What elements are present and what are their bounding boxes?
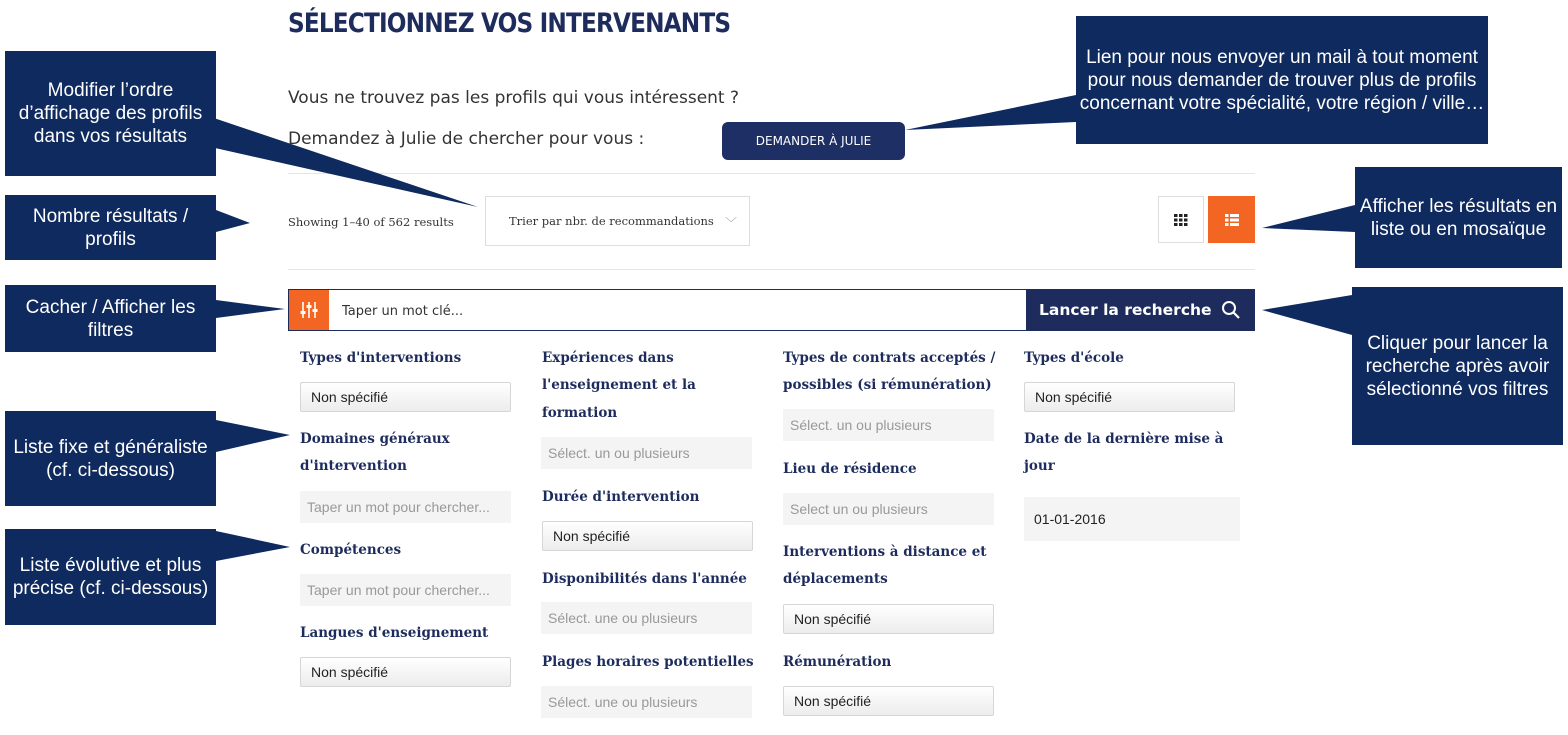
filter-label-residence: Lieu de résidence <box>783 461 917 477</box>
types-ecole-select[interactable]: Non spécifié <box>1024 382 1235 412</box>
callout-results-count: Nombre résultats / profils <box>5 195 216 260</box>
pointer-cacher <box>216 300 285 318</box>
pointer-liste-fixe <box>216 420 290 452</box>
filter-label-remuneration: Rémunération <box>783 654 892 670</box>
intro-question: Vous ne trouvez pas les profils qui vous intéressent ? <box>288 88 740 108</box>
callout-launch-search: Cliquer pour lancer la recherche après avoir sélectionné vos filtres <box>1352 287 1563 445</box>
filter-label-contrats-line2: possibles (si rémunération) <box>783 377 992 393</box>
filter-label-types-interventions: Types d'interventions <box>300 350 462 366</box>
callout-view-mode: Afficher les résultats en liste ou en mosaïque <box>1355 167 1562 268</box>
sort-selected-label: Trier par nbr. de recommandations <box>509 214 714 228</box>
callout-sort-order: Modifier l’ordre d’affichage des profils dans vos résultats <box>5 51 216 176</box>
duree-select[interactable]: Non spécifié <box>542 521 753 551</box>
callout-fixed-list: Liste fixe et généraliste (cf. ci-dessous) <box>5 411 216 506</box>
chevron-down-icon: ﹀ <box>724 216 737 230</box>
pointer-afficher <box>1262 205 1355 232</box>
pointer-nombre <box>216 210 250 232</box>
disponibilites-select[interactable]: Sélect. une ou plusieurs <box>541 602 752 634</box>
filter-label-contrats: Types de contrats acceptés / <box>783 350 996 366</box>
pointer-liste-evolutive <box>216 531 290 561</box>
date-field[interactable]: 01-01-2016 <box>1024 497 1240 541</box>
filter-label-date-line2: jour <box>1024 458 1055 474</box>
filter-label-duree: Durée d'intervention <box>542 489 700 505</box>
filter-label-date: Date de la dernière mise à <box>1024 431 1224 447</box>
filter-label-distance-line2: déplacements <box>783 571 888 587</box>
filter-label-competences: Compétences <box>300 542 402 558</box>
plages-select[interactable]: Sélect. une ou plusieurs <box>541 686 752 718</box>
filter-label-distance: Interventions à distance et <box>783 544 987 560</box>
filter-label-domaines-line2: d'intervention <box>300 458 407 474</box>
competences-search-field[interactable]: Taper un mot pour chercher... <box>300 574 511 606</box>
residence-select[interactable]: Select un ou plusieurs <box>783 493 994 525</box>
distance-select[interactable]: Non spécifié <box>783 604 994 634</box>
contrats-select[interactable]: Sélect. un ou plusieurs <box>783 409 994 441</box>
intro-ask-julie: Demandez à Julie de chercher pour vous : <box>288 129 645 149</box>
filter-label-domaines: Domaines généraux <box>300 431 450 447</box>
ask-julie-button[interactable]: DEMANDER À JULIE <box>722 122 905 160</box>
filter-label-experiences-line2: l'enseignement et la <box>542 377 696 393</box>
page-title: SÉLECTIONNEZ VOS INTERVENANTS <box>288 8 731 39</box>
search-button-label: Lancer la recherche <box>1039 301 1212 319</box>
langues-select[interactable]: Non spécifié <box>300 657 511 687</box>
pointer-ordre <box>196 112 478 207</box>
callout-evolving-list: Liste évolutive et plus précise (cf. ci-dessous) <box>5 529 216 625</box>
filter-label-experiences-line3: formation <box>542 405 618 421</box>
filter-label-plages: Plages horaires potentielles <box>542 654 754 670</box>
filter-label-disponibilites: Disponibilités dans l'année <box>542 571 747 587</box>
domaines-search-field[interactable]: Taper un mot pour chercher... <box>300 491 511 523</box>
filter-label-langues: Langues d'enseignement <box>300 625 489 641</box>
types-interventions-select[interactable]: Non spécifié <box>300 382 511 412</box>
callout-mail-link: Lien pour nous envoyer un mail à tout moment pour nous demander de trouver plus de profils concernant votre spécialité, votre région / ville… <box>1076 16 1488 144</box>
experiences-select[interactable]: Sélect. un ou plusieurs <box>541 437 752 469</box>
remuneration-select[interactable]: Non spécifié <box>783 686 994 716</box>
pointer-lien <box>905 95 1076 130</box>
results-count: Showing 1–40 of 562 results <box>288 215 454 229</box>
callout-toggle-filters: Cacher / Afficher les filtres <box>5 285 216 352</box>
filter-label-experiences: Expériences dans <box>542 350 674 366</box>
filter-label-types-ecole: Types d'école <box>1024 350 1124 366</box>
pointer-cliquer <box>1262 295 1352 335</box>
